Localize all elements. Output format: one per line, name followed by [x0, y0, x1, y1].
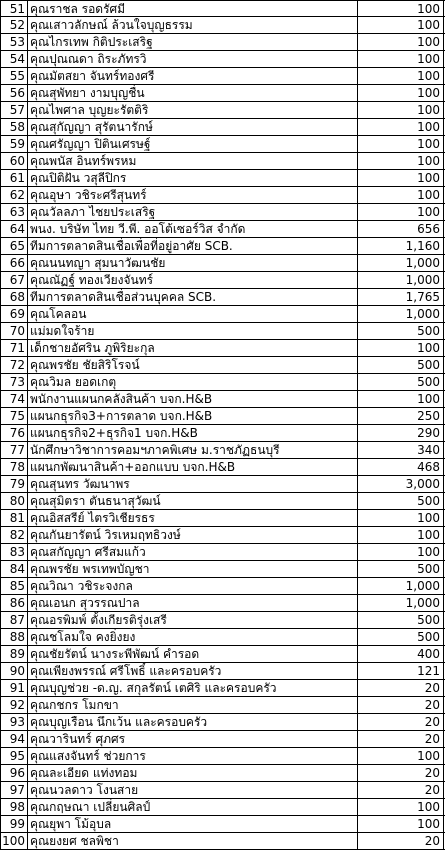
- donor-name-cell: คุณปุณณดา ถิระภัทรวิ: [28, 51, 358, 67]
- donor-name-cell: คุณไกรเทพ กิติประเสริฐ: [28, 34, 358, 50]
- table-row: [0, 85, 445, 102]
- donor-name-cell: คุณละเอียด แท่งทอม: [28, 765, 358, 781]
- row-number-cell: 66: [0, 255, 28, 271]
- donor-name-cell: คุณมัตสยา จันทร์ทองศรี: [28, 68, 358, 84]
- donor-name-cell: คุณชโลมใจ คงยิ่งยง: [28, 629, 358, 645]
- donor-name-cell: คุณกันยารัตน์ วิรเหมฤทธิวงษ์: [28, 527, 358, 543]
- row-number-cell: 73: [0, 374, 28, 390]
- donor-name-cell: คุณสุพัทยา งามบุญชื่น: [28, 85, 358, 101]
- amount-cell: 1,000: [358, 255, 444, 271]
- donor-name-cell: คุณโคลอน: [28, 306, 358, 322]
- amount-cell: 20: [358, 680, 444, 696]
- amount-cell: 500: [358, 493, 444, 509]
- row-number-cell: 97: [0, 782, 28, 798]
- donor-name-cell: คุณกชกร โมกขา: [28, 697, 358, 713]
- amount-cell: 100: [358, 510, 444, 526]
- table-row: [0, 527, 445, 544]
- row-number-cell: 91: [0, 680, 28, 696]
- amount-cell: 656: [358, 221, 444, 237]
- table-row: [0, 408, 445, 425]
- donor-name-cell: คุณเอนก สุวรรณปาล: [28, 595, 358, 611]
- amount-cell: 340: [358, 442, 444, 458]
- donor-name-cell: คุณชัยรัตน์ นางระพีพัฒน์ คำรอด: [28, 646, 358, 662]
- table-row: [0, 51, 445, 68]
- donor-name-cell: คุณปิติฝัน วสุลีปิกร: [28, 170, 358, 186]
- amount-cell: 100: [358, 799, 444, 815]
- row-number-cell: 87: [0, 612, 28, 628]
- row-number-cell: 61: [0, 170, 28, 186]
- row-number-cell: 99: [0, 816, 28, 832]
- table-row: [0, 663, 445, 680]
- donor-name-cell: คุณนนทญา สุมนาวัฒนชัย: [28, 255, 358, 271]
- donor-name-cell: คุณวัลลภา ไชยประเสริฐ: [28, 204, 358, 220]
- table-row: [0, 442, 445, 459]
- table-row: [0, 323, 445, 340]
- amount-cell: 400: [358, 646, 444, 662]
- donor-name-cell: แผนกธุรกิจ2+ธุรกิจ1 บจก.H&B: [28, 425, 358, 441]
- amount-cell: 100: [358, 1, 444, 16]
- amount-cell: 100: [358, 68, 444, 84]
- amount-cell: 100: [358, 544, 444, 560]
- amount-cell: 100: [358, 51, 444, 67]
- amount-cell: 100: [358, 136, 444, 152]
- row-number-cell: 83: [0, 544, 28, 560]
- donor-name-cell: คุณราชล รอดรัศมี: [28, 1, 358, 16]
- row-number-cell: 53: [0, 34, 28, 50]
- row-number-cell: 78: [0, 459, 28, 475]
- donor-name-cell: เด็กชายอัศริน ภูพิริยะกุล: [28, 340, 358, 356]
- amount-cell: 500: [358, 323, 444, 339]
- table-row: [0, 391, 445, 408]
- table-row: [0, 374, 445, 391]
- row-number-cell: 56: [0, 85, 28, 101]
- table-row: [0, 612, 445, 629]
- donor-name-cell: คุณเสาวลักษณ์ ล้วนใจบุญธรรม: [28, 17, 358, 33]
- row-number-cell: 74: [0, 391, 28, 407]
- table-row: [0, 833, 445, 850]
- donor-name-cell: คุณสุมิตรา ตันธนาสุวัฒน์: [28, 493, 358, 509]
- table-row: [0, 765, 445, 782]
- donor-name-cell: คุณบุญเรือน นึกเว้น และครอบครัว: [28, 714, 358, 730]
- donor-name-cell: คุณแสงจันทร์ ช่วยการ: [28, 748, 358, 764]
- amount-cell: 1,000: [358, 272, 444, 288]
- row-number-cell: 55: [0, 68, 28, 84]
- row-number-cell: 92: [0, 697, 28, 713]
- amount-cell: 3,000: [358, 476, 444, 492]
- donor-name-cell: คุณยงยศ ชลพิชา: [28, 833, 358, 849]
- table-row: [0, 493, 445, 510]
- row-number-cell: 59: [0, 136, 28, 152]
- donor-name-cell: คุณกฤษณา เปลี่ยนศิลป์: [28, 799, 358, 815]
- amount-cell: 1,765: [358, 289, 444, 305]
- amount-cell: 500: [358, 629, 444, 645]
- donor-name-cell: คุณบุญช่วย -ด.ญ. สกุลรัตน์ เตศิริ และครอบครัว: [28, 680, 358, 696]
- row-number-cell: 58: [0, 119, 28, 135]
- table-row: [0, 272, 445, 289]
- row-number-cell: 65: [0, 238, 28, 254]
- donor-name-cell: คุณอิสสรีย์ ไตรวิเชียรธร: [28, 510, 358, 526]
- donor-name-cell: แผนกธุรกิจ3+การตลาด บจก.H&B: [28, 408, 358, 424]
- row-number-cell: 57: [0, 102, 28, 118]
- table-row: [0, 102, 445, 119]
- row-number-cell: 85: [0, 578, 28, 594]
- row-number-cell: 63: [0, 204, 28, 220]
- amount-cell: 100: [358, 204, 444, 220]
- amount-cell: 500: [358, 561, 444, 577]
- table-row: [0, 816, 445, 833]
- amount-cell: 250: [358, 408, 444, 424]
- amount-cell: 20: [358, 697, 444, 713]
- row-number-cell: 100: [0, 833, 28, 849]
- amount-cell: 100: [358, 34, 444, 50]
- table-row: [0, 0, 445, 17]
- row-number-cell: 80: [0, 493, 28, 509]
- amount-cell: 500: [358, 357, 444, 373]
- row-number-cell: 88: [0, 629, 28, 645]
- amount-cell: 100: [358, 119, 444, 135]
- amount-cell: 500: [358, 374, 444, 390]
- donor-name-cell: พนักงานแผนกคลังสินค้า บจก.H&B: [28, 391, 358, 407]
- row-number-cell: 77: [0, 442, 28, 458]
- donor-name-cell: คุณสุนทร วัฒนาพร: [28, 476, 358, 492]
- amount-cell: 20: [358, 782, 444, 798]
- donor-name-cell: คุณศรัญญา ปิตินเศรษฐ์: [28, 136, 358, 152]
- table-row: [0, 289, 445, 306]
- table-row: [0, 629, 445, 646]
- row-number-cell: 76: [0, 425, 28, 441]
- row-number-cell: 82: [0, 527, 28, 543]
- donor-name-cell: คุณพนัส อินทร์พรหม: [28, 153, 358, 169]
- amount-cell: 1,160: [358, 238, 444, 254]
- donor-name-cell: คุณวิมล ยอดเกตุ: [28, 374, 358, 390]
- table-row: [0, 561, 445, 578]
- amount-cell: 20: [358, 765, 444, 781]
- table-row: [0, 697, 445, 714]
- row-number-cell: 69: [0, 306, 28, 322]
- row-number-cell: 71: [0, 340, 28, 356]
- amount-cell: 20: [358, 833, 444, 849]
- donor-name-cell: คุณอรพิมพ์ ตั้งเกียรติรุ่งเสรี: [28, 612, 358, 628]
- amount-cell: 121: [358, 663, 444, 679]
- table-row: [0, 595, 445, 612]
- amount-cell: 100: [358, 187, 444, 203]
- donor-name-cell: คุณอุษา วชิระศรีสุนทร์: [28, 187, 358, 203]
- row-number-cell: 64: [0, 221, 28, 237]
- row-number-cell: 86: [0, 595, 28, 611]
- table-row: [0, 119, 445, 136]
- row-number-cell: 89: [0, 646, 28, 662]
- donor-name-cell: คุณสกัญญา ศรีสมแก้ว: [28, 544, 358, 560]
- table-row: [0, 782, 445, 799]
- row-number-cell: 94: [0, 731, 28, 747]
- donor-name-cell: ทีมการตลาดสินเชื่อส่วนบุคคล SCB.: [28, 289, 358, 305]
- row-number-cell: 54: [0, 51, 28, 67]
- row-number-cell: 67: [0, 272, 28, 288]
- row-number-cell: 84: [0, 561, 28, 577]
- row-number-cell: 90: [0, 663, 28, 679]
- amount-cell: 100: [358, 170, 444, 186]
- row-number-cell: 72: [0, 357, 28, 373]
- table-row: [0, 799, 445, 816]
- row-number-cell: 93: [0, 714, 28, 730]
- table-row: [0, 306, 445, 323]
- table-row: [0, 187, 445, 204]
- table-row: [0, 731, 445, 748]
- donor-name-cell: นักศึกษาวิชาการคอมฯภาคพิเศษ ม.ราชภัฏธนบุรี: [28, 442, 358, 458]
- amount-cell: 100: [358, 748, 444, 764]
- table-row: [0, 544, 445, 561]
- table-row: [0, 476, 445, 493]
- donor-name-cell: คุณวารินทร์ ศุภศร: [28, 731, 358, 747]
- amount-cell: 468: [358, 459, 444, 475]
- table-row: [0, 425, 445, 442]
- donor-name-cell: คุณสุกัญญา สุรัตนารักษ์: [28, 119, 358, 135]
- row-number-cell: 98: [0, 799, 28, 815]
- amount-cell: 100: [358, 391, 444, 407]
- amount-cell: 290: [358, 425, 444, 441]
- row-number-cell: 60: [0, 153, 28, 169]
- row-number-cell: 79: [0, 476, 28, 492]
- table-row: [0, 153, 445, 170]
- donor-name-cell: คุณพรชัย พรเทพบัญชา: [28, 561, 358, 577]
- amount-cell: 500: [358, 612, 444, 628]
- amount-cell: 100: [358, 85, 444, 101]
- table-row: [0, 204, 445, 221]
- table-row: [0, 34, 445, 51]
- amount-cell: 100: [358, 153, 444, 169]
- row-number-cell: 70: [0, 323, 28, 339]
- amount-cell: 1,000: [358, 595, 444, 611]
- amount-cell: 100: [358, 527, 444, 543]
- amount-cell: 1,000: [358, 306, 444, 322]
- donor-name-cell: แม่มดใจร้าย: [28, 323, 358, 339]
- table-row: [0, 255, 445, 272]
- amount-cell: 100: [358, 102, 444, 118]
- donor-name-cell: คุณวิณา วชิระจงกล: [28, 578, 358, 594]
- table-row: [0, 357, 445, 374]
- row-number-cell: 95: [0, 748, 28, 764]
- donor-name-cell: คุณเพียงพรรณ์ ศรีโพธิ์ และครอบครัว: [28, 663, 358, 679]
- table-row: [0, 17, 445, 34]
- table-row: [0, 578, 445, 595]
- donor-name-cell: คุณพรชัย ชัยสิริโรจน์: [28, 357, 358, 373]
- amount-cell: 20: [358, 731, 444, 747]
- table-row: [0, 170, 445, 187]
- amount-cell: 100: [358, 816, 444, 832]
- donor-name-cell: คุณณัฏฐ์ ทองเวียงจันทร์: [28, 272, 358, 288]
- table-row: [0, 510, 445, 527]
- donor-name-cell: ทีมการตลาดสินเชื่อเพื่อที่อยู่อาศัย SCB.: [28, 238, 358, 254]
- table-row: [0, 136, 445, 153]
- donor-name-cell: คุณยุพา โม้อุบล: [28, 816, 358, 832]
- table-row: [0, 459, 445, 476]
- donor-name-cell: พนง. บริษัท ไทย วี.พี. ออโต้เซอร์วิส จำกัด: [28, 221, 358, 237]
- table-row: [0, 238, 445, 255]
- row-number-cell: 75: [0, 408, 28, 424]
- table-row: [0, 340, 445, 357]
- row-number-cell: 96: [0, 765, 28, 781]
- table-row: [0, 714, 445, 731]
- table-row: [0, 748, 445, 765]
- donor-name-cell: แผนกพัฒนาสินค้า+ออกแบบ บจก.H&B: [28, 459, 358, 475]
- amount-cell: 100: [358, 340, 444, 356]
- amount-cell: 20: [358, 714, 444, 730]
- row-number-cell: 52: [0, 17, 28, 33]
- amount-cell: 1,000: [358, 578, 444, 594]
- donor-name-cell: คุณไพศาล บุญยะรัตติริ: [28, 102, 358, 118]
- row-number-cell: 51: [0, 1, 28, 16]
- row-number-cell: 62: [0, 187, 28, 203]
- table-row: [0, 221, 445, 238]
- row-number-cell: 68: [0, 289, 28, 305]
- table-row: [0, 646, 445, 663]
- table-row: [0, 68, 445, 85]
- donor-name-cell: คุณนวลดาว โงนสาย: [28, 782, 358, 798]
- table-row: [0, 680, 445, 697]
- row-number-cell: 81: [0, 510, 28, 526]
- amount-cell: 100: [358, 17, 444, 33]
